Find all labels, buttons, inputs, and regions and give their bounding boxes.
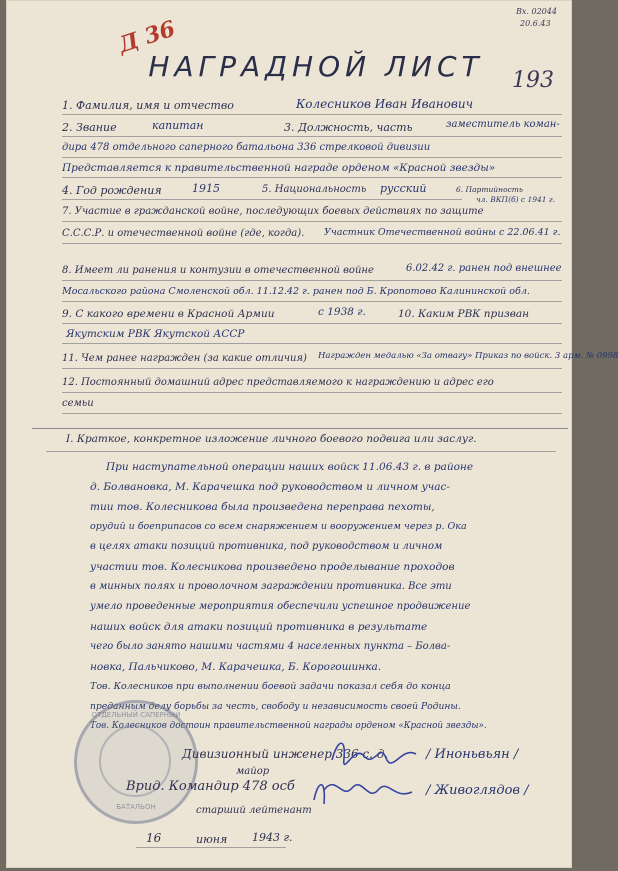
section-heading-rule <box>46 451 556 452</box>
field-9-value: с 1938 г. <box>318 306 366 318</box>
signer-1-rank: майор <box>236 766 270 777</box>
field-1-rule <box>62 114 562 115</box>
field-6-label: 6. Партийность <box>456 185 523 194</box>
narrative-line: тии тов. Колесникова была произведена переправа пехоты, <box>90 501 435 513</box>
date-day: 16 <box>146 831 162 845</box>
field-6-value: чл. ВКП(б) с 1941 г. <box>476 195 556 204</box>
stamp-text-bottom: БАТАЛЬОН <box>116 803 156 811</box>
field-7-label-cont: С.С.С.Р. и отечественной войне (где, когда). <box>62 228 305 239</box>
field-5-label: 5. Национальность <box>262 184 367 195</box>
narrative-line: чего было занято нашими частями 4 населенных пункта – Болва- <box>90 641 451 652</box>
field-8-rule-2 <box>62 301 562 302</box>
narrative-line: При наступательной операции наших войск 11.06.43 г. в районе <box>106 461 474 473</box>
field-8-rule <box>62 280 562 281</box>
field-12-label-cont: семьи <box>62 398 94 409</box>
narrative-line: участии тов. Колесникова произведено проделывание проходов <box>90 561 455 573</box>
field-2-rule <box>62 136 562 137</box>
field-9-label: 9. С какого времени в Красной Армии <box>62 308 275 320</box>
signer-2-rank: старший лейтенант <box>196 805 312 816</box>
signer-1-name: / Иноньвьян / <box>426 747 519 762</box>
field-3-rule <box>62 157 562 158</box>
narrative-line: умело проведенные мероприятия обеспечили успешное продвижение <box>90 601 471 612</box>
field-11-label: 11. Чем ранее награжден (за какие отличия) <box>62 353 307 364</box>
signer-1-title: Дивизионный инженер 336 с. д. <box>182 747 389 761</box>
field-7-value: Участник Отечественной войны с 22.06.41 г. <box>324 227 561 238</box>
date-rule <box>136 847 286 848</box>
award-sheet <box>6 0 618 868</box>
field-7-rule <box>62 221 562 222</box>
page-title: НАГРАДНОЙ ЛИСТ <box>148 50 484 83</box>
signer-2-name: / Живоглядов / <box>426 783 529 798</box>
nomination-line: Представляется к правительственной награде орденом «Красной звезды» <box>62 162 496 174</box>
field-10-value: Якутским РВК Якутской АССР <box>66 328 245 340</box>
narrative-line: в минных полях и проволочном заграждении противника. Все эти <box>90 581 452 592</box>
field-11-value: Награжден медалью «За отвагу» Приказ по войск. 3 арм. № 0998 <box>318 351 618 361</box>
nomination-rule <box>62 177 562 178</box>
narrative-line: наших войск для атаки позиций противника в результате <box>90 621 428 633</box>
field-4-rule <box>62 199 462 200</box>
field-1-label: 1. Фамилия, имя и отчество <box>62 99 234 112</box>
narrative-line: преданным делу борьбы за честь, свободу и независимость своей Родины. <box>90 701 461 712</box>
field-9-rule <box>62 323 562 324</box>
narrative-line: орудий и боеприпасов со всем снаряжением и вооружением через р. Ока <box>90 521 467 532</box>
field-7-label: 7. Участие в гражданской войне, последующих боевых действиях по защите <box>62 206 484 217</box>
field-3-continuation: дира 478 отдельного саперного батальона 336 стрелковой дивизии <box>62 142 431 153</box>
field-4-value: 1915 <box>192 182 220 195</box>
field-12-label: 12. Постоянный домашний адрес представляемого к награждению и адрес его <box>62 377 494 388</box>
field-2-value: капитан <box>152 119 204 132</box>
corner-mark: Д 36 <box>115 15 179 59</box>
field-10-rule <box>62 343 562 344</box>
narrative-line: Тов. Колесников достоин правительственной награды орденом «Красной звезды». <box>90 721 487 731</box>
field-3-label: 3. Должность, часть <box>284 121 413 134</box>
narrative-line: в целях атаки позиций противника, под руководством и личном <box>90 541 443 552</box>
field-8-value: 6.02.42 г. ранен под внешнее <box>406 263 562 274</box>
field-12-rule-2 <box>62 413 562 414</box>
date-year: 1943 г. <box>252 831 293 844</box>
archive-note-line2: 20.6.43 <box>520 19 551 28</box>
archive-note-line1: Вх. 02044 <box>516 7 557 16</box>
signature-2 <box>308 770 418 814</box>
field-12-rule <box>62 392 562 393</box>
field-8-continuation: Мосальского района Смоленской обл. 11.12.42 г. ранен под Б. Кропотово Калининской обл. <box>62 286 530 297</box>
narrative-line: новка, Пальчиково, М. Карачешка, Б. Корогошинка. <box>90 661 382 673</box>
field-10-label: 10. Каким РВК призван <box>398 308 530 320</box>
signer-2-title: Врид. Командир 478 осб <box>126 779 295 794</box>
signature-1 <box>324 732 424 772</box>
margin-number: 193 <box>512 68 554 93</box>
section-heading: I. Краткое, конкретное изложение личного боевого подвига или заслуг. <box>66 433 477 445</box>
official-stamp <box>74 700 198 824</box>
field-1-value: Колесников Иван Иванович <box>296 97 474 111</box>
field-3-value: заместитель коман- <box>446 119 560 130</box>
field-4-label: 4. Год рождения <box>62 184 162 197</box>
field-7-rule-2 <box>62 243 562 244</box>
field-8-label: 8. Имеет ли ранения и контузии в отечественной войне <box>62 265 374 276</box>
field-11-rule <box>62 368 562 369</box>
field-5-value: русский <box>380 182 427 195</box>
narrative-line: д. Болвановка, М. Карачешка под руководством и личном учас- <box>90 481 450 493</box>
date-month: июня <box>196 833 228 846</box>
field-2-label: 2. Звание <box>62 121 117 134</box>
narrative-line: Тов. Колесников при выполнении боевой задачи показал себя до конца <box>90 681 451 692</box>
stamp-text-top: ОТДЕЛЬНЫЙ САПЕРНЫЙ <box>91 711 181 719</box>
